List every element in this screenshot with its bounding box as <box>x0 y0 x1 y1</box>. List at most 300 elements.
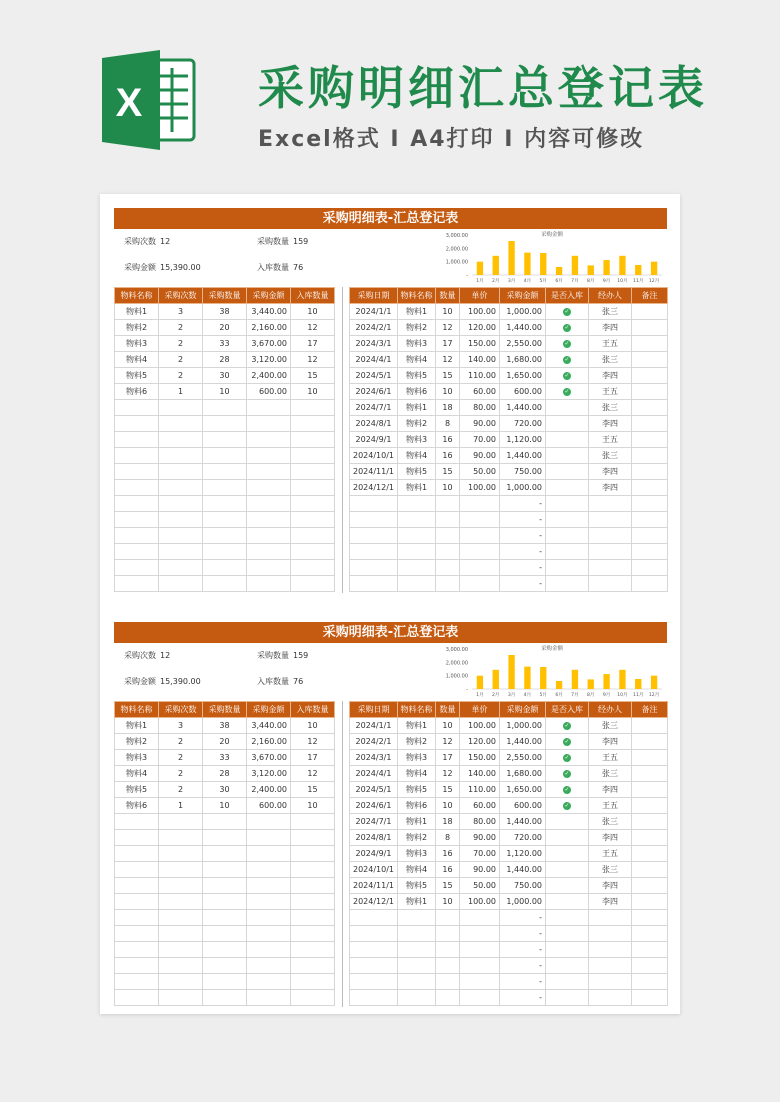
summary-cell[interactable] <box>203 496 247 512</box>
summary-cell[interactable]: 2 <box>159 750 203 766</box>
summary-cell[interactable]: 物料2 <box>115 320 159 336</box>
detail-cell[interactable] <box>632 496 668 512</box>
summary-cell[interactable]: 10 <box>291 798 335 814</box>
summary-cell[interactable]: 17 <box>291 336 335 352</box>
summary-cell[interactable]: 10 <box>291 384 335 400</box>
summary-cell[interactable]: 20 <box>203 320 247 336</box>
detail-cell[interactable]: - <box>500 942 546 958</box>
detail-cell[interactable]: 100.00 <box>460 718 500 734</box>
detail-cell[interactable] <box>589 528 632 544</box>
summary-cell[interactable] <box>115 448 159 464</box>
summary-cell[interactable] <box>291 448 335 464</box>
detail-cell[interactable] <box>632 336 668 352</box>
detail-cell[interactable] <box>546 846 589 862</box>
detail-cell[interactable] <box>460 496 500 512</box>
detail-cell[interactable]: 150.00 <box>460 750 500 766</box>
summary-cell[interactable]: 物料2 <box>115 734 159 750</box>
summary-cell[interactable] <box>159 496 203 512</box>
detail-cell[interactable]: - <box>500 560 546 576</box>
summary-cell[interactable] <box>247 926 291 942</box>
detail-cell[interactable]: 720.00 <box>500 830 546 846</box>
detail-cell[interactable]: 1,440.00 <box>500 320 546 336</box>
summary-cell[interactable] <box>247 576 291 592</box>
summary-cell[interactable] <box>159 416 203 432</box>
detail-cell[interactable]: 1,000.00 <box>500 304 546 320</box>
detail-cell[interactable] <box>589 958 632 974</box>
detail-cell[interactable] <box>632 862 668 878</box>
summary-cell[interactable] <box>247 814 291 830</box>
detail-cell[interactable]: 2024/1/1 <box>350 718 398 734</box>
summary-cell[interactable]: 物料1 <box>115 718 159 734</box>
detail-cell[interactable] <box>589 926 632 942</box>
summary-cell[interactable]: 2 <box>159 352 203 368</box>
detail-cell[interactable] <box>589 512 632 528</box>
summary-cell[interactable]: 2,400.00 <box>247 368 291 384</box>
detail-cell[interactable]: 10 <box>436 304 460 320</box>
summary-cell[interactable] <box>115 958 159 974</box>
detail-cell[interactable] <box>546 480 589 496</box>
summary-cell[interactable]: 1 <box>159 384 203 400</box>
summary-cell[interactable] <box>115 576 159 592</box>
summary-cell[interactable]: 12 <box>291 766 335 782</box>
detail-cell[interactable] <box>632 894 668 910</box>
detail-cell[interactable]: 18 <box>436 400 460 416</box>
detail-cell[interactable]: 1,000.00 <box>500 718 546 734</box>
detail-cell[interactable] <box>546 958 589 974</box>
detail-cell[interactable] <box>589 942 632 958</box>
detail-cell[interactable]: 2024/8/1 <box>350 830 398 846</box>
detail-cell[interactable]: 15 <box>436 464 460 480</box>
detail-cell[interactable] <box>632 320 668 336</box>
summary-cell[interactable] <box>115 400 159 416</box>
detail-cell[interactable] <box>632 448 668 464</box>
detail-cell[interactable] <box>436 544 460 560</box>
detail-cell[interactable] <box>350 528 398 544</box>
detail-cell[interactable] <box>436 942 460 958</box>
detail-cell[interactable]: 物料5 <box>398 878 436 894</box>
detail-cell[interactable]: 物料6 <box>398 384 436 400</box>
detail-cell[interactable]: 王五 <box>589 750 632 766</box>
detail-cell[interactable]: 15 <box>436 878 460 894</box>
detail-cell[interactable]: 15 <box>436 782 460 798</box>
detail-cell[interactable] <box>436 528 460 544</box>
detail-cell[interactable] <box>546 336 589 352</box>
detail-cell[interactable] <box>546 384 589 400</box>
summary-cell[interactable] <box>115 878 159 894</box>
detail-cell[interactable]: 1,000.00 <box>500 480 546 496</box>
detail-cell[interactable]: 1,000.00 <box>500 894 546 910</box>
summary-cell[interactable] <box>115 416 159 432</box>
detail-cell[interactable] <box>632 926 668 942</box>
detail-cell[interactable]: - <box>500 974 546 990</box>
detail-cell[interactable]: 物料6 <box>398 798 436 814</box>
summary-cell[interactable] <box>247 480 291 496</box>
detail-cell[interactable] <box>398 910 436 926</box>
detail-cell[interactable]: 10 <box>436 798 460 814</box>
detail-cell[interactable]: - <box>500 910 546 926</box>
detail-cell[interactable]: 15 <box>436 368 460 384</box>
summary-cell[interactable] <box>291 480 335 496</box>
summary-cell[interactable] <box>115 480 159 496</box>
summary-cell[interactable]: 2 <box>159 734 203 750</box>
detail-cell[interactable] <box>632 750 668 766</box>
detail-cell[interactable]: 张三 <box>589 448 632 464</box>
detail-cell[interactable]: 2024/8/1 <box>350 416 398 432</box>
summary-cell[interactable] <box>291 560 335 576</box>
detail-cell[interactable]: - <box>500 544 546 560</box>
detail-cell[interactable]: 100.00 <box>460 304 500 320</box>
detail-cell[interactable]: 物料5 <box>398 368 436 384</box>
detail-cell[interactable] <box>632 464 668 480</box>
summary-cell[interactable] <box>291 846 335 862</box>
detail-cell[interactable]: 张三 <box>589 352 632 368</box>
summary-cell[interactable] <box>115 910 159 926</box>
summary-cell[interactable]: 30 <box>203 782 247 798</box>
detail-cell[interactable]: 物料3 <box>398 750 436 766</box>
detail-cell[interactable]: 16 <box>436 862 460 878</box>
summary-cell[interactable]: 3 <box>159 718 203 734</box>
detail-cell[interactable] <box>546 368 589 384</box>
detail-cell[interactable]: 10 <box>436 894 460 910</box>
detail-cell[interactable] <box>546 576 589 592</box>
detail-cell[interactable] <box>589 910 632 926</box>
detail-cell[interactable]: 720.00 <box>500 416 546 432</box>
detail-cell[interactable] <box>436 926 460 942</box>
detail-cell[interactable]: 1,680.00 <box>500 352 546 368</box>
detail-cell[interactable]: 物料1 <box>398 814 436 830</box>
detail-cell[interactable]: 物料1 <box>398 400 436 416</box>
summary-cell[interactable]: 物料4 <box>115 352 159 368</box>
detail-cell[interactable] <box>460 528 500 544</box>
summary-cell[interactable]: 2 <box>159 320 203 336</box>
summary-cell[interactable] <box>291 512 335 528</box>
detail-cell[interactable]: 物料2 <box>398 416 436 432</box>
detail-cell[interactable] <box>632 910 668 926</box>
detail-cell[interactable] <box>546 512 589 528</box>
detail-cell[interactable]: 1,650.00 <box>500 782 546 798</box>
detail-cell[interactable]: 90.00 <box>460 448 500 464</box>
detail-cell[interactable]: 张三 <box>589 718 632 734</box>
summary-cell[interactable]: 38 <box>203 718 247 734</box>
detail-cell[interactable]: 李四 <box>589 734 632 750</box>
detail-cell[interactable] <box>546 352 589 368</box>
summary-cell[interactable] <box>159 432 203 448</box>
detail-cell[interactable]: 140.00 <box>460 766 500 782</box>
summary-cell[interactable] <box>159 878 203 894</box>
detail-cell[interactable]: 王五 <box>589 432 632 448</box>
detail-cell[interactable]: 2024/11/1 <box>350 878 398 894</box>
summary-cell[interactable] <box>247 846 291 862</box>
detail-cell[interactable] <box>436 974 460 990</box>
detail-cell[interactable] <box>546 798 589 814</box>
summary-cell[interactable] <box>115 894 159 910</box>
detail-cell[interactable] <box>546 320 589 336</box>
detail-cell[interactable] <box>350 512 398 528</box>
detail-cell[interactable] <box>398 512 436 528</box>
summary-cell[interactable] <box>291 942 335 958</box>
summary-cell[interactable] <box>115 942 159 958</box>
detail-cell[interactable]: 120.00 <box>460 734 500 750</box>
detail-cell[interactable]: 张三 <box>589 766 632 782</box>
summary-cell[interactable] <box>291 528 335 544</box>
summary-cell[interactable] <box>159 846 203 862</box>
detail-cell[interactable] <box>546 448 589 464</box>
detail-cell[interactable] <box>589 576 632 592</box>
detail-cell[interactable]: 2024/2/1 <box>350 734 398 750</box>
summary-cell[interactable] <box>247 910 291 926</box>
detail-cell[interactable]: 2024/5/1 <box>350 782 398 798</box>
detail-cell[interactable] <box>436 910 460 926</box>
detail-cell[interactable]: 80.00 <box>460 814 500 830</box>
summary-cell[interactable]: 10 <box>291 718 335 734</box>
summary-cell[interactable] <box>159 400 203 416</box>
summary-cell[interactable] <box>203 560 247 576</box>
detail-cell[interactable]: 2024/2/1 <box>350 320 398 336</box>
detail-cell[interactable]: 李四 <box>589 480 632 496</box>
detail-cell[interactable]: 10 <box>436 480 460 496</box>
detail-cell[interactable] <box>398 560 436 576</box>
detail-cell[interactable] <box>436 990 460 1006</box>
detail-cell[interactable]: - <box>500 496 546 512</box>
detail-cell[interactable] <box>546 766 589 782</box>
detail-cell[interactable] <box>460 560 500 576</box>
detail-cell[interactable]: 王五 <box>589 846 632 862</box>
summary-cell[interactable] <box>291 990 335 1006</box>
detail-cell[interactable]: 李四 <box>589 368 632 384</box>
summary-cell[interactable]: 30 <box>203 368 247 384</box>
detail-cell[interactable]: 2024/10/1 <box>350 448 398 464</box>
detail-cell[interactable]: 2024/10/1 <box>350 862 398 878</box>
detail-cell[interactable] <box>632 512 668 528</box>
detail-cell[interactable]: 90.00 <box>460 830 500 846</box>
detail-cell[interactable]: 18 <box>436 814 460 830</box>
summary-cell[interactable] <box>159 528 203 544</box>
detail-cell[interactable]: 李四 <box>589 894 632 910</box>
detail-cell[interactable] <box>546 814 589 830</box>
detail-cell[interactable]: 物料3 <box>398 336 436 352</box>
summary-cell[interactable] <box>291 400 335 416</box>
summary-cell[interactable]: 3 <box>159 304 203 320</box>
detail-cell[interactable]: 物料4 <box>398 448 436 464</box>
detail-cell[interactable] <box>460 544 500 560</box>
detail-cell[interactable] <box>546 894 589 910</box>
detail-cell[interactable]: 12 <box>436 320 460 336</box>
summary-cell[interactable] <box>203 926 247 942</box>
detail-cell[interactable] <box>398 544 436 560</box>
detail-cell[interactable] <box>398 958 436 974</box>
detail-cell[interactable]: 12 <box>436 734 460 750</box>
detail-cell[interactable]: 10 <box>436 384 460 400</box>
detail-cell[interactable]: 物料1 <box>398 480 436 496</box>
detail-cell[interactable]: 物料4 <box>398 352 436 368</box>
detail-cell[interactable] <box>632 814 668 830</box>
detail-cell[interactable] <box>546 528 589 544</box>
detail-cell[interactable] <box>546 862 589 878</box>
detail-cell[interactable]: 物料5 <box>398 782 436 798</box>
summary-cell[interactable] <box>115 846 159 862</box>
detail-cell[interactable]: 1,440.00 <box>500 400 546 416</box>
summary-cell[interactable] <box>291 910 335 926</box>
summary-cell[interactable]: 10 <box>203 798 247 814</box>
summary-cell[interactable] <box>203 958 247 974</box>
summary-cell[interactable] <box>291 862 335 878</box>
detail-cell[interactable]: 600.00 <box>500 798 546 814</box>
detail-cell[interactable] <box>632 384 668 400</box>
summary-cell[interactable]: 物料5 <box>115 782 159 798</box>
detail-cell[interactable] <box>546 416 589 432</box>
detail-cell[interactable] <box>632 480 668 496</box>
detail-cell[interactable]: 150.00 <box>460 336 500 352</box>
detail-cell[interactable]: 张三 <box>589 862 632 878</box>
detail-cell[interactable]: 90.00 <box>460 862 500 878</box>
detail-cell[interactable]: 李四 <box>589 878 632 894</box>
summary-cell[interactable] <box>203 910 247 926</box>
detail-cell[interactable]: 12 <box>436 766 460 782</box>
summary-cell[interactable] <box>247 942 291 958</box>
detail-cell[interactable]: 16 <box>436 846 460 862</box>
summary-cell[interactable] <box>159 830 203 846</box>
detail-cell[interactable]: 李四 <box>589 464 632 480</box>
summary-cell[interactable] <box>203 878 247 894</box>
detail-cell[interactable] <box>632 544 668 560</box>
detail-cell[interactable] <box>632 560 668 576</box>
summary-cell[interactable]: 物料6 <box>115 798 159 814</box>
detail-cell[interactable]: 600.00 <box>500 384 546 400</box>
summary-cell[interactable] <box>159 926 203 942</box>
detail-cell[interactable]: 李四 <box>589 416 632 432</box>
detail-cell[interactable] <box>632 352 668 368</box>
summary-cell[interactable]: 物料3 <box>115 750 159 766</box>
detail-cell[interactable]: 12 <box>436 352 460 368</box>
summary-cell[interactable] <box>291 878 335 894</box>
detail-cell[interactable]: 李四 <box>589 782 632 798</box>
detail-cell[interactable]: 70.00 <box>460 432 500 448</box>
detail-cell[interactable]: 8 <box>436 416 460 432</box>
detail-cell[interactable]: 2024/4/1 <box>350 766 398 782</box>
summary-cell[interactable] <box>247 416 291 432</box>
detail-cell[interactable]: 16 <box>436 448 460 464</box>
summary-cell[interactable] <box>159 560 203 576</box>
detail-cell[interactable]: 2024/4/1 <box>350 352 398 368</box>
summary-cell[interactable]: 2,160.00 <box>247 734 291 750</box>
detail-cell[interactable] <box>632 416 668 432</box>
detail-cell[interactable] <box>589 990 632 1006</box>
summary-cell[interactable]: 物料1 <box>115 304 159 320</box>
detail-cell[interactable]: 2024/7/1 <box>350 814 398 830</box>
detail-cell[interactable]: 140.00 <box>460 352 500 368</box>
detail-cell[interactable]: 2024/6/1 <box>350 384 398 400</box>
detail-cell[interactable] <box>632 734 668 750</box>
summary-cell[interactable] <box>291 830 335 846</box>
summary-cell[interactable]: 3,120.00 <box>247 766 291 782</box>
summary-cell[interactable] <box>247 830 291 846</box>
summary-cell[interactable]: 2 <box>159 782 203 798</box>
detail-cell[interactable] <box>546 974 589 990</box>
detail-cell[interactable]: 物料4 <box>398 766 436 782</box>
detail-cell[interactable]: 1,440.00 <box>500 448 546 464</box>
summary-cell[interactable]: 3,440.00 <box>247 304 291 320</box>
detail-cell[interactable]: 2024/9/1 <box>350 432 398 448</box>
detail-cell[interactable]: 50.00 <box>460 464 500 480</box>
summary-cell[interactable] <box>115 544 159 560</box>
summary-cell[interactable] <box>159 480 203 496</box>
summary-cell[interactable] <box>203 528 247 544</box>
summary-cell[interactable] <box>247 512 291 528</box>
detail-cell[interactable] <box>632 990 668 1006</box>
detail-cell[interactable]: 2024/7/1 <box>350 400 398 416</box>
detail-cell[interactable] <box>632 766 668 782</box>
summary-cell[interactable]: 10 <box>291 304 335 320</box>
summary-cell[interactable] <box>247 400 291 416</box>
detail-cell[interactable] <box>460 926 500 942</box>
summary-cell[interactable] <box>291 894 335 910</box>
detail-cell[interactable] <box>546 496 589 512</box>
summary-cell[interactable]: 12 <box>291 352 335 368</box>
summary-cell[interactable]: 2 <box>159 766 203 782</box>
summary-cell[interactable] <box>115 496 159 512</box>
detail-cell[interactable] <box>546 878 589 894</box>
summary-cell[interactable] <box>247 862 291 878</box>
summary-cell[interactable]: 3,120.00 <box>247 352 291 368</box>
detail-cell[interactable] <box>398 528 436 544</box>
detail-cell[interactable] <box>589 974 632 990</box>
detail-cell[interactable] <box>632 718 668 734</box>
summary-cell[interactable] <box>247 560 291 576</box>
summary-cell[interactable] <box>115 464 159 480</box>
detail-cell[interactable] <box>546 544 589 560</box>
summary-cell[interactable] <box>247 496 291 512</box>
detail-cell[interactable] <box>350 974 398 990</box>
summary-cell[interactable] <box>247 544 291 560</box>
summary-cell[interactable] <box>203 942 247 958</box>
detail-cell[interactable] <box>436 560 460 576</box>
summary-cell[interactable] <box>247 464 291 480</box>
summary-cell[interactable] <box>291 496 335 512</box>
detail-cell[interactable] <box>460 910 500 926</box>
summary-cell[interactable]: 28 <box>203 766 247 782</box>
summary-cell[interactable]: 2 <box>159 368 203 384</box>
detail-cell[interactable]: 物料2 <box>398 830 436 846</box>
detail-cell[interactable]: 张三 <box>589 304 632 320</box>
summary-cell[interactable] <box>203 814 247 830</box>
summary-cell[interactable] <box>203 400 247 416</box>
detail-cell[interactable]: 80.00 <box>460 400 500 416</box>
detail-cell[interactable]: 1,120.00 <box>500 846 546 862</box>
detail-cell[interactable] <box>546 560 589 576</box>
detail-cell[interactable] <box>546 400 589 416</box>
detail-cell[interactable] <box>350 958 398 974</box>
detail-cell[interactable]: 17 <box>436 750 460 766</box>
detail-cell[interactable]: - <box>500 528 546 544</box>
detail-cell[interactable]: 张三 <box>589 814 632 830</box>
summary-cell[interactable] <box>291 432 335 448</box>
detail-cell[interactable]: 2024/3/1 <box>350 750 398 766</box>
detail-cell[interactable] <box>632 974 668 990</box>
detail-cell[interactable] <box>350 576 398 592</box>
detail-cell[interactable]: 10 <box>436 718 460 734</box>
summary-cell[interactable] <box>291 974 335 990</box>
summary-cell[interactable]: 2,160.00 <box>247 320 291 336</box>
detail-cell[interactable] <box>460 990 500 1006</box>
summary-cell[interactable] <box>247 990 291 1006</box>
detail-cell[interactable]: 1,680.00 <box>500 766 546 782</box>
detail-cell[interactable] <box>460 958 500 974</box>
detail-cell[interactable]: 王五 <box>589 336 632 352</box>
detail-cell[interactable]: 16 <box>436 432 460 448</box>
detail-cell[interactable]: - <box>500 990 546 1006</box>
detail-cell[interactable] <box>632 304 668 320</box>
detail-cell[interactable] <box>398 926 436 942</box>
